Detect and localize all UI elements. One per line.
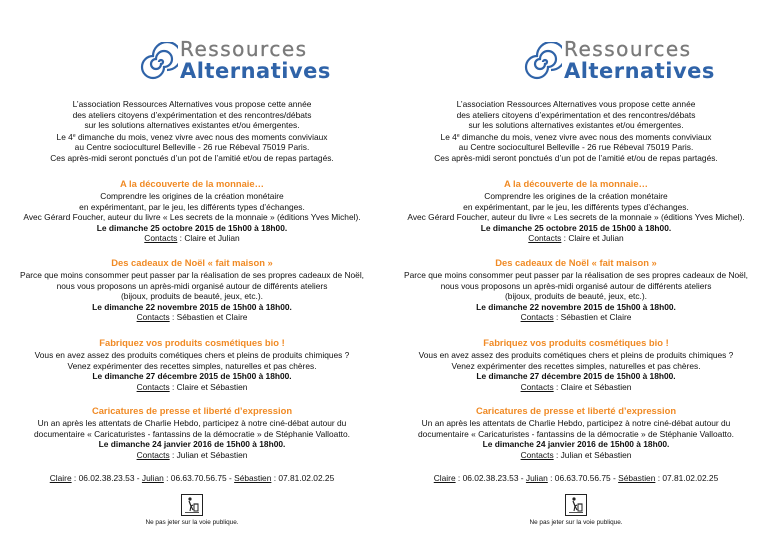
section-line: Avec Gérard Foucher, auteur du livre « Les secrets de la monnaie » (éditions Yves Michel). [23, 212, 361, 223]
contacts-names: : Sébastien et Claire [169, 312, 248, 323]
contact-name-julian[interactable]: Julian [525, 473, 548, 483]
section-date: Le dimanche 25 octobre 2015 de 15h00 à 18h00. [480, 222, 672, 233]
contact-phone-claire: : 06.02.38.23.53 - [455, 473, 526, 483]
logo [140, 37, 331, 88]
section-line: Vous en avez assez des produits cométiques chers et pleins de produits chimiques ? [34, 350, 350, 360]
contacts-names: : Claire et Julian [561, 233, 624, 244]
intro-sunday-sup: e [72, 132, 76, 139]
contacts-link[interactable]: Contacts [136, 449, 170, 460]
contacts-link[interactable]: Contacts [136, 312, 170, 323]
section-date: Le dimanche 27 décembre 2015 de 15h00 à 18h00. [476, 371, 676, 382]
section-title: Fabriquez vos produits cosmétiques bio ! [483, 337, 669, 348]
contacts-names: : Julian et Sébastien [553, 449, 632, 460]
intro-sunday-sup: e [456, 132, 460, 139]
contact-phone-julian: : 06.63.70.56.75 - [547, 473, 619, 483]
section-contacts [384, 382, 768, 393]
section-line: Parce que moins consommer peut passer par la réalisation de ses propres cadeaux de Noël, [19, 270, 365, 280]
contact-phone-julian: : 06.63.70.56.75 - [163, 473, 235, 483]
section-title: Caricatures de presse et liberté d’expression [91, 405, 293, 416]
section-title: Caricatures de presse et liberté d’expression [475, 405, 677, 416]
section-line: Avec Gérard Foucher, auteur du livre « Les secrets de la monnaie » (éditions Yves Michel). [407, 212, 745, 223]
contacts-link[interactable]: Contacts [144, 233, 178, 244]
section-line: (bijoux, produits de beauté, jeux, etc.). [505, 291, 647, 302]
logo-line-2: Alternatives [180, 59, 331, 83]
section-line: Un an après les attentats de Charlie Hebdo, participez à notre ciné-débat autour du [37, 418, 347, 428]
section-line: nous vous proposons un après-midi organisé autour de différents ateliers [56, 280, 328, 291]
intro-sunday-after: dimanche du mois, venez vivre avec nous des moments conviviaux [459, 131, 712, 142]
section-date: Le dimanche 25 octobre 2015 de 15h00 à 18h00. [96, 222, 288, 233]
contact-phone-sebastien: : 07.81.02.02.25 [655, 473, 719, 483]
section-date: Le dimanche 22 novembre 2015 de 15h00 à 18h00. [476, 301, 676, 312]
logo-line-2: Alternatives [564, 59, 715, 83]
section-line: documentaire « Caricaturistes - fantassins de la démocratie » de Stéphanie Valloatto. [418, 428, 734, 439]
contact-phone-sebastien: : 07.81.02.02.25 [271, 473, 335, 483]
intro-line: L’association Ressources Alternatives vous propose cette année [72, 99, 312, 109]
section-line: nous vous proposons un après-midi organisé autour de différents ateliers [440, 280, 712, 291]
contact-phone-claire: : 06.02.38.23.53 - [71, 473, 142, 483]
intro-line: des ateliers citoyens d’expérimentation et des rencontres/débats [456, 109, 696, 120]
intro-line: sur les solutions alternatives existantes et/ou émergentes. [468, 120, 684, 131]
trash-bin-icon [181, 494, 203, 516]
intro-line: Ces après-midi seront ponctués d’un pot de l’amitié et/ou de repas partagés. [50, 152, 334, 163]
contacts-link[interactable]: Contacts [528, 233, 562, 244]
section-contacts [384, 450, 768, 461]
section-title: Des cadeaux de Noël « fait maison » [495, 257, 657, 268]
contact-name-julian[interactable]: Julian [141, 473, 164, 483]
intro-line [0, 131, 384, 143]
intro-line: au Centre socioculturel Belleville - 26 rue Rébeval 75019 Paris. [458, 142, 694, 153]
section-line: (bijoux, produits de beauté, jeux, etc.). [121, 291, 263, 302]
section-line: en expérimentant, par le jeu, les différents types d’échanges. [79, 201, 305, 212]
section-date: Le dimanche 24 janvier 2016 de 15h00 à 18h00. [98, 439, 286, 450]
intro-sunday-after: dimanche du mois, venez vivre avec nous des moments conviviaux [75, 131, 328, 142]
section-contacts [0, 312, 384, 323]
contacts-names: : Julian et Sébastien [169, 449, 248, 460]
section-monnaie [0, 178, 384, 244]
trash-bin-icon [565, 494, 587, 516]
notice-text: Ne pas jeter sur la voie publique. [529, 519, 623, 526]
section-date: Le dimanche 22 novembre 2015 de 15h00 à 18h00. [92, 301, 292, 312]
section-title: A la découverte de la monnaie… [504, 178, 648, 189]
contacts-names: : Claire et Sébastien [553, 381, 632, 392]
section-line: Parce que moins consommer peut passer par la réalisation de ses propres cadeaux de Noël, [403, 270, 749, 280]
flyer-right [384, 0, 768, 543]
logo [524, 37, 715, 88]
section-line: Vous en avez assez des produits cométiques chers et pleins de produits chimiques ? [418, 350, 734, 360]
contacts-link[interactable]: Contacts [136, 381, 170, 392]
section-title: Fabriquez vos produits cosmétiques bio ! [99, 337, 285, 348]
section-contacts [384, 233, 768, 244]
contacts-names: : Sébastien et Claire [553, 312, 632, 323]
intro-line: des ateliers citoyens d’expérimentation et des rencontres/débats [72, 109, 312, 120]
section-title: A la découverte de la monnaie… [120, 178, 264, 189]
section-noel [0, 257, 384, 323]
section-line: documentaire « Caricaturistes - fantassins de la démocratie » de Stéphanie Valloatto. [34, 428, 350, 439]
contact-name-claire[interactable]: Claire [433, 473, 456, 483]
intro-text [384, 99, 768, 164]
intro-sunday-before: Le 4 [56, 131, 73, 142]
intro-line: L’association Ressources Alternatives vous propose cette année [456, 99, 696, 109]
section-line: Venez expérimenter des recettes simples, naturelles et pas chères. [451, 360, 701, 371]
section-line: Comprendre les origines de la création monétaire [100, 191, 284, 201]
contact-name-sebastien[interactable]: Sébastien [234, 473, 272, 483]
contacts-link[interactable]: Contacts [520, 312, 554, 323]
contact-phones [384, 473, 768, 483]
section-caricatures [0, 405, 384, 460]
contacts-link[interactable]: Contacts [520, 381, 554, 392]
intro-line: au Centre socioculturel Belleville - 26 rue Rébeval 75019 Paris. [74, 142, 310, 153]
section-contacts [0, 382, 384, 393]
section-line: Venez expérimenter des recettes simples, naturelles et pas chères. [67, 360, 317, 371]
section-line: en expérimentant, par le jeu, les différents types d’échanges. [463, 201, 689, 212]
contact-name-sebastien[interactable]: Sébastien [618, 473, 656, 483]
section-contacts [0, 450, 384, 461]
section-cosmetiques [0, 337, 384, 392]
intro-line: Ces après-midi seront ponctués d’un pot de l’amitié et/ou de repas partagés. [434, 152, 718, 163]
section-contacts [0, 233, 384, 244]
contact-name-claire[interactable]: Claire [49, 473, 72, 483]
intro-line: sur les solutions alternatives existantes et/ou émergentes. [84, 120, 300, 131]
section-title: Des cadeaux de Noël « fait maison » [111, 257, 273, 268]
logo-line-1: Ressources [180, 37, 308, 61]
contacts-names: : Claire et Julian [177, 233, 240, 244]
section-date: Le dimanche 27 décembre 2015 de 15h00 à 18h00. [92, 371, 292, 382]
notice-text: Ne pas jeter sur la voie publique. [145, 519, 239, 526]
spiral-logo-icon [524, 42, 562, 82]
logo-line-1: Ressources [564, 37, 692, 61]
contact-phones [0, 473, 384, 483]
contacts-names: : Claire et Sébastien [169, 381, 248, 392]
section-line: Un an après les attentats de Charlie Hebdo, participez à notre ciné-débat autour du [421, 418, 731, 428]
intro-sunday-before: Le 4 [440, 131, 457, 142]
intro-line [384, 131, 768, 143]
section-date: Le dimanche 24 janvier 2016 de 15h00 à 18h00. [482, 439, 670, 450]
section-line: Comprendre les origines de la création monétaire [484, 191, 668, 201]
intro-text [0, 99, 384, 164]
spiral-logo-icon [140, 42, 178, 82]
section-noel [384, 257, 768, 323]
section-caricatures [384, 405, 768, 460]
section-cosmetiques [384, 337, 768, 392]
section-monnaie [384, 178, 768, 244]
section-contacts [384, 312, 768, 323]
contacts-link[interactable]: Contacts [520, 449, 554, 460]
